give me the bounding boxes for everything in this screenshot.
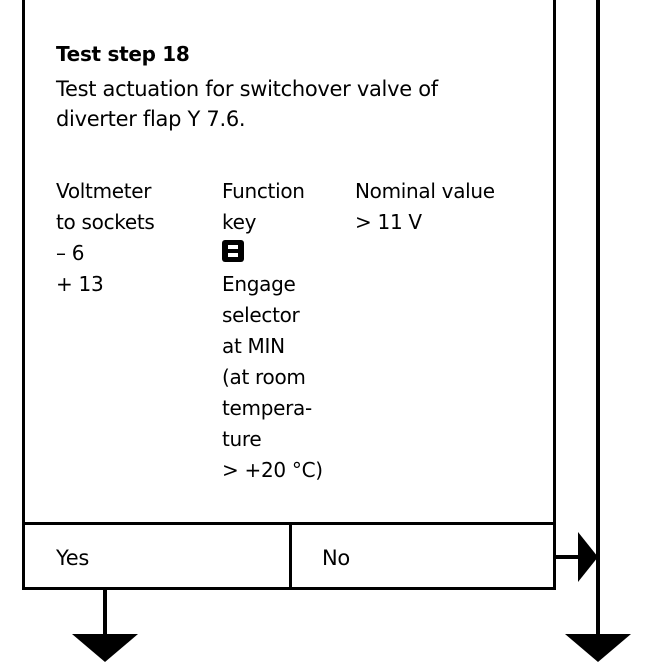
socket-plus: + 13 [56,272,104,296]
rail-arrow-down-icon [565,634,631,662]
instruction-line: > +20 °C) [222,458,323,482]
function-key-heading-2: key [222,210,257,234]
function-key-heading: Function [222,179,305,203]
instruction-line: ture [222,427,262,451]
function-key-column [222,176,323,486]
outcome-yes: Yes [56,546,89,570]
outcome-divider-vertical [289,522,292,590]
nominal-value-column [355,176,495,238]
no-flow-line [556,555,580,559]
outcome-no: No [322,546,350,570]
voltmeter-heading-2: to sockets [56,210,155,234]
yes-arrow-down-icon [72,634,138,662]
no-arrow-right-icon [578,532,598,582]
yes-flow-line [103,590,107,636]
instruction-line: at MIN [222,334,285,358]
function-key-icon [222,240,244,262]
instruction-line: Engage [222,272,296,296]
voltmeter-heading: Voltmeter [56,179,152,203]
nominal-value-heading: Nominal value [355,179,495,203]
instruction-line: (at room [222,365,306,389]
step-title: Test step 18 [56,42,190,66]
instruction-line: selector [222,303,300,327]
socket-minus: – 6 [56,241,85,265]
instruction-line: tempera- [222,396,312,420]
step-description: Test actuation for switchover valve of diverter flap Y 7.6. [56,77,438,131]
nominal-value: > 11 V [355,210,422,234]
voltmeter-column [56,176,155,300]
